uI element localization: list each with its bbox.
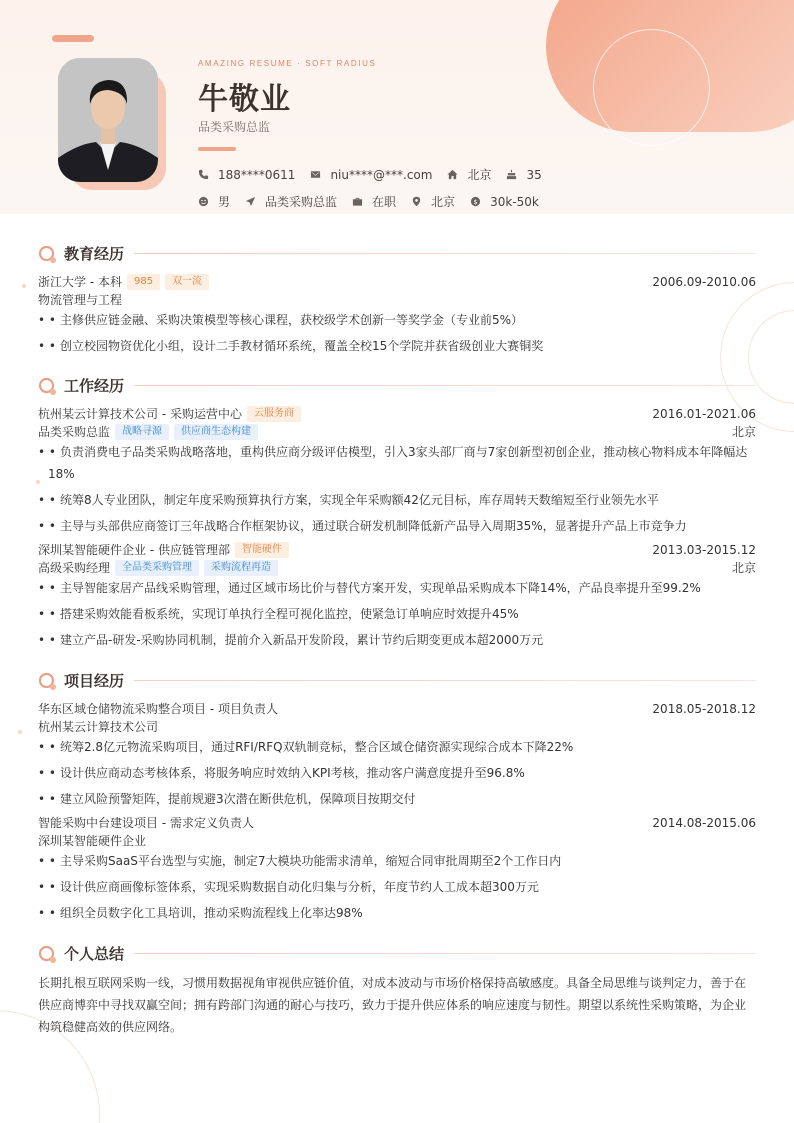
school-tag: 双一流 — [165, 274, 209, 290]
project-company: 深圳某智能硬件企业 — [38, 834, 147, 848]
section-education — [38, 243, 756, 264]
project-bullet: • • 主导采购SaaS平台选型与实施，制定7大模块功能需求清单，缩短合同审批周期至2个工作日内 — [38, 854, 562, 868]
project-name: 智能采购中台建设项目 - 需求定义负责人 — [38, 816, 254, 830]
project-bullet: • • 设计供应商动态考核体系，将服务响应时效纳入KPI考核，推动客户满意度提升至96.8% — [38, 766, 525, 780]
work-bullet: • • 统筹8人专业团队，制定年度采购预算执行方案，实现全年采购额42亿元目标，库存周转天数缩短至行业领先水平 — [38, 493, 659, 507]
project-header-row — [38, 814, 756, 831]
section-title-text: 项目经历 — [64, 672, 125, 690]
avatar — [58, 58, 158, 182]
home-icon — [447, 169, 458, 180]
decorative-dot — [22, 284, 26, 288]
work-city: 北京 — [731, 425, 756, 439]
school-tag: 985 — [127, 274, 160, 290]
project-bullet: • • 统筹2.8亿元物流采购项目，通过RFI/RFQ双轨制竞标，整合区域仓储资源实现综合成本下降22% — [38, 740, 574, 754]
intent-row — [198, 193, 554, 210]
education-bullet: • • 主修供应链金融、采购决策模型等核心课程，获校级学术创新一等奖学金（专业前5%） — [38, 313, 524, 327]
role: 高级采购经理 — [38, 561, 111, 575]
work-bullet: • • 主导智能家居产品线采购管理，通过区域市场比价与替代方案开发，实现单品采购成本下降14%，产品良率提升至99.2% — [38, 581, 701, 595]
contact-row — [198, 166, 557, 183]
work-bullet: • • 搭建采购效能看板系统，实现订单执行全程可视化监控，使紧急订单响应时效提升45% — [38, 607, 519, 621]
section-divider — [134, 253, 756, 254]
target-job-info — [245, 193, 337, 210]
send-icon — [245, 196, 256, 207]
target-city-text: 北京 — [431, 195, 456, 209]
phone-text: 188****0611 — [218, 167, 296, 182]
role: 品类采购总监 — [38, 425, 111, 439]
gender-info — [198, 193, 230, 210]
section-divider — [134, 953, 756, 954]
accent-bar — [52, 35, 94, 42]
search-icon — [38, 376, 58, 396]
work-header-row — [38, 405, 756, 422]
search-icon — [38, 671, 58, 691]
education-bullet: • • 创立校园物资优化小组，设计二手教材循环系统，覆盖全校15个学院并获省级创业大赛铜奖 — [38, 339, 544, 353]
gender-icon — [198, 196, 209, 207]
section-projects — [38, 670, 756, 691]
decorative-ring — [593, 29, 710, 146]
section-summary — [38, 943, 756, 964]
summary-text: 长期扎根互联网采购一线，习惯用数据视角审视供应链价值，对成本波动与市场价格保持高敏感度。具备全局思维与谈判定力，善于在供应商博弈中寻找双赢空间；拥有跨部门沟通的耐心与技巧，致力于提升供应体系的响应速度与韧性。期望以系统性采购策略，为企业构筑稳健高效的供应网络。 — [38, 976, 747, 1034]
mail-icon — [310, 169, 321, 180]
role-tag: 供应商生态构建 — [174, 424, 258, 440]
project-company: 杭州某云计算技术公司 — [38, 720, 159, 734]
work-date: 2016.01-2021.06 — [652, 406, 756, 421]
education-major-row — [38, 291, 756, 308]
location-info — [447, 166, 491, 183]
project-date: 2018.05-2018.12 — [652, 701, 756, 716]
salary-text: 30k-50k — [490, 194, 539, 209]
candidate-title: 品类采购总监 — [198, 120, 271, 134]
age-text: 35 — [526, 167, 542, 182]
work-header-row — [38, 541, 756, 558]
project-header-row — [38, 700, 756, 717]
section-title-text: 工作经历 — [64, 377, 125, 395]
age-info — [506, 168, 541, 182]
section-divider — [134, 680, 756, 681]
work-bullet-continued: 18% — [48, 467, 75, 481]
project-bullet: • • 建立风险预警矩阵，提前规避3次潜在断供危机，保障项目按期交付 — [38, 792, 416, 806]
work-role-row — [38, 559, 756, 576]
role-tag: 战略寻源 — [115, 424, 169, 440]
project-bullet: • • 组织全员数字化工具培训，推动采购流程线上化率达98% — [38, 906, 363, 920]
status-info — [352, 193, 396, 210]
resume-header — [0, 0, 794, 214]
school-name: 浙江大学 - 本科 — [38, 275, 122, 289]
section-work — [38, 375, 756, 396]
briefcase-icon — [352, 196, 363, 207]
company-tag: 云服务商 — [247, 406, 301, 422]
work-date: 2013.03-2015.12 — [652, 542, 756, 557]
project-name: 华东区域仓储物流采购整合项目 - 项目负责人 — [38, 702, 278, 716]
decorative-dot — [36, 480, 40, 484]
salary-info — [470, 195, 539, 209]
gender-text: 男 — [218, 195, 231, 209]
phone-icon — [198, 169, 209, 180]
company-name: 杭州某云计算技术公司 - 采购运营中心 — [38, 407, 242, 421]
role-tag: 全品类采购管理 — [115, 560, 199, 576]
section-title-text: 教育经历 — [64, 245, 125, 263]
tagline: AMAZING RESUME · SOFT RADIUS — [198, 59, 377, 68]
email-info — [310, 168, 432, 182]
decorative-dot — [18, 730, 22, 734]
project-bullet: • • 设计供应商画像标签体系，实现采购数据自动化归集与分析，年度节约人工成本超300万元 — [38, 880, 539, 894]
search-icon — [38, 944, 58, 964]
money-icon — [470, 196, 481, 207]
major: 物流管理与工程 — [38, 293, 123, 307]
section-divider — [134, 385, 756, 386]
location-text: 北京 — [467, 168, 492, 182]
svg-text:$: $ — [473, 197, 478, 206]
work-bullet: • • 建立产品-研发-采购协同机制，提前介入新品开发阶段，累计节约后期变更成本超2000万元 — [38, 633, 544, 647]
phone-info — [198, 168, 295, 182]
education-date: 2006.09-2010.06 — [652, 274, 756, 289]
work-city: 北京 — [731, 561, 756, 575]
search-icon — [38, 244, 58, 264]
target-city-info — [411, 193, 455, 210]
status-text: 在职 — [372, 195, 397, 209]
work-role-row — [38, 423, 756, 440]
work-bullet: • • 负责消费电子品类采购战略落地，重构供应商分级评估模型，引入3家头部厂商与7家创新型初创企业，推动核心物料成本年降幅达 — [38, 445, 748, 459]
cake-icon — [506, 169, 517, 180]
education-header-row — [38, 273, 756, 290]
company-tag: 智能硬件 — [235, 542, 289, 558]
role-tag: 采购流程再造 — [204, 560, 278, 576]
email-text: niu****@***.com — [330, 167, 433, 182]
project-date: 2014.08-2015.06 — [652, 815, 756, 830]
target-job-text: 品类采购总监 — [265, 195, 338, 209]
title-underline — [198, 147, 236, 151]
work-bullet: • • 主导与头部供应商签订三年战略合作框架协议，通过联合研发机制降低新产品导入周期35%，显著提升产品上市竞争力 — [38, 519, 687, 533]
candidate-name: 牛敬业 — [198, 82, 291, 117]
section-title-text: 个人总结 — [64, 945, 125, 963]
project-company-row — [38, 832, 756, 849]
company-name: 深圳某智能硬件企业 - 供应链管理部 — [38, 543, 230, 557]
project-company-row — [38, 718, 756, 735]
location-icon — [411, 196, 422, 207]
